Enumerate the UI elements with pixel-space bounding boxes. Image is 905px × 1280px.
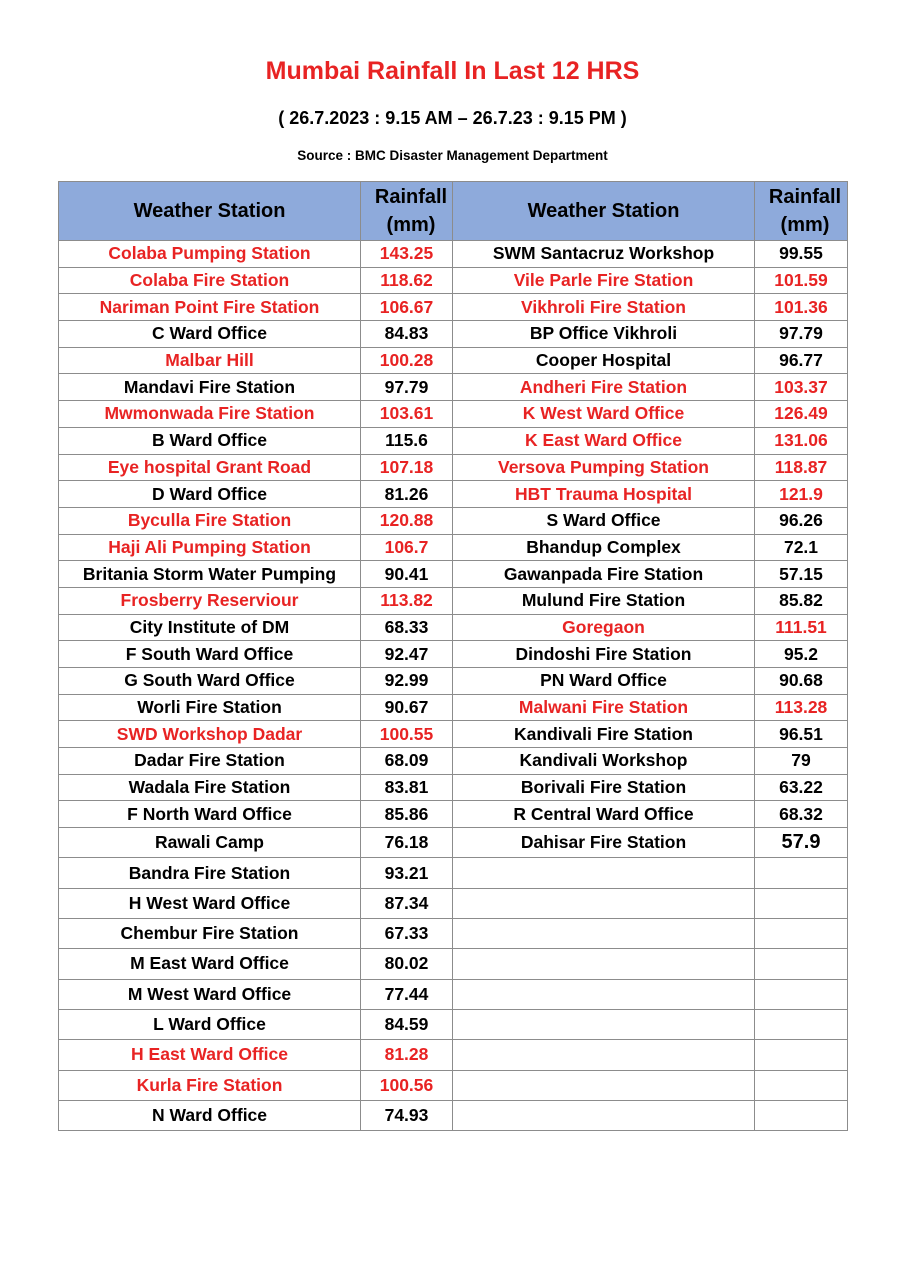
rainfall-value-left: 100.55 bbox=[361, 721, 453, 748]
table-row bbox=[59, 801, 848, 828]
table-row bbox=[59, 1100, 848, 1130]
rainfall-value-right: 103.37 bbox=[755, 374, 848, 401]
header-rainfall-left bbox=[361, 182, 453, 241]
station-name-right: R Central Ward Office bbox=[453, 801, 755, 828]
rainfall-value-left: 84.83 bbox=[361, 321, 453, 348]
rainfall-value-right: 118.87 bbox=[755, 454, 848, 481]
station-name-right bbox=[453, 1070, 755, 1100]
table-row bbox=[59, 534, 848, 561]
station-name-left: H East Ward Office bbox=[59, 1040, 361, 1070]
rainfall-table bbox=[58, 181, 848, 1131]
station-name-right bbox=[453, 949, 755, 979]
rainfall-value-left: 92.47 bbox=[361, 641, 453, 668]
station-name-right: Andheri Fire Station bbox=[453, 374, 755, 401]
station-name-left: D Ward Office bbox=[59, 481, 361, 508]
rainfall-value-right bbox=[755, 888, 848, 918]
table-row bbox=[59, 641, 848, 668]
station-name-left: H West Ward Office bbox=[59, 888, 361, 918]
station-name-left: Mandavi Fire Station bbox=[59, 374, 361, 401]
table-row bbox=[59, 401, 848, 428]
station-name-left: Chembur Fire Station bbox=[59, 919, 361, 949]
station-name-left: B Ward Office bbox=[59, 427, 361, 454]
rainfall-value-right: 96.51 bbox=[755, 721, 848, 748]
rainfall-value-right: 96.77 bbox=[755, 347, 848, 374]
station-name-right: Versova Pumping Station bbox=[453, 454, 755, 481]
station-name-right: Vile Parle Fire Station bbox=[453, 267, 755, 294]
station-name-left: Malbar Hill bbox=[59, 347, 361, 374]
station-name-right: Gawanpada Fire Station bbox=[453, 561, 755, 588]
station-name-left: Kurla Fire Station bbox=[59, 1070, 361, 1100]
table-row bbox=[59, 267, 848, 294]
rainfall-value-right: 57.9 bbox=[755, 828, 848, 858]
rainfall-value-left: 83.81 bbox=[361, 774, 453, 801]
rainfall-value-left: 80.02 bbox=[361, 949, 453, 979]
table-body bbox=[59, 241, 848, 1131]
station-name-left: Mwmonwada Fire Station bbox=[59, 401, 361, 428]
rainfall-value-left: 97.79 bbox=[361, 374, 453, 401]
station-name-right: SWM Santacruz Workshop bbox=[453, 241, 755, 268]
station-name-left: Britania Storm Water Pumping bbox=[59, 561, 361, 588]
rainfall-value-right bbox=[755, 1009, 848, 1039]
station-name-right bbox=[453, 1100, 755, 1130]
station-name-left: Dadar Fire Station bbox=[59, 748, 361, 775]
rainfall-value-right bbox=[755, 1070, 848, 1100]
station-name-right: Bhandup Complex bbox=[453, 534, 755, 561]
rainfall-value-right bbox=[755, 949, 848, 979]
header-station-left: Weather Station bbox=[59, 182, 361, 241]
rainfall-value-right: 79 bbox=[755, 748, 848, 775]
header-rainfall-right-text: Rainfall (mm) bbox=[768, 186, 842, 236]
rainfall-value-left: 106.67 bbox=[361, 294, 453, 321]
station-name-left: City Institute of DM bbox=[59, 614, 361, 641]
station-name-left: F North Ward Office bbox=[59, 801, 361, 828]
table-row bbox=[59, 694, 848, 721]
rainfall-value-left: 84.59 bbox=[361, 1009, 453, 1039]
page-title: Mumbai Rainfall In Last 12 HRS bbox=[265, 57, 640, 85]
rainfall-value-right bbox=[755, 858, 848, 888]
station-name-left: L Ward Office bbox=[59, 1009, 361, 1039]
rainfall-value-right: 68.32 bbox=[755, 801, 848, 828]
rainfall-value-right: 95.2 bbox=[755, 641, 848, 668]
table-row bbox=[59, 1040, 848, 1070]
station-name-right bbox=[453, 1040, 755, 1070]
station-name-left: SWD Workshop Dadar bbox=[59, 721, 361, 748]
source-note: Source : BMC Disaster Management Department bbox=[297, 148, 608, 163]
rainfall-value-left: 107.18 bbox=[361, 454, 453, 481]
table-row bbox=[59, 294, 848, 321]
station-name-left: Worli Fire Station bbox=[59, 694, 361, 721]
station-name-right: S Ward Office bbox=[453, 507, 755, 534]
station-name-left: M East Ward Office bbox=[59, 949, 361, 979]
station-name-right: PN Ward Office bbox=[453, 668, 755, 695]
rainfall-value-left: 143.25 bbox=[361, 241, 453, 268]
table-row bbox=[59, 241, 848, 268]
rainfall-value-right: 96.26 bbox=[755, 507, 848, 534]
station-name-right: Goregaon bbox=[453, 614, 755, 641]
station-name-right: BP Office Vikhroli bbox=[453, 321, 755, 348]
rainfall-value-right: 101.59 bbox=[755, 267, 848, 294]
rainfall-value-left: 90.67 bbox=[361, 694, 453, 721]
station-name-right: Dindoshi Fire Station bbox=[453, 641, 755, 668]
rainfall-value-right: 90.68 bbox=[755, 668, 848, 695]
station-name-left: Wadala Fire Station bbox=[59, 774, 361, 801]
rainfall-value-right: 57.15 bbox=[755, 561, 848, 588]
station-name-left: Haji Ali Pumping Station bbox=[59, 534, 361, 561]
station-name-right bbox=[453, 1009, 755, 1039]
rainfall-value-left: 87.34 bbox=[361, 888, 453, 918]
table-row bbox=[59, 919, 848, 949]
rainfall-value-left: 85.86 bbox=[361, 801, 453, 828]
station-name-right: Vikhroli Fire Station bbox=[453, 294, 755, 321]
station-name-right: Dahisar Fire Station bbox=[453, 828, 755, 858]
rainfall-value-left: 100.56 bbox=[361, 1070, 453, 1100]
rainfall-value-left: 76.18 bbox=[361, 828, 453, 858]
table-row bbox=[59, 587, 848, 614]
table-row bbox=[59, 374, 848, 401]
station-name-right bbox=[453, 888, 755, 918]
rainfall-value-right: 63.22 bbox=[755, 774, 848, 801]
table-row bbox=[59, 614, 848, 641]
station-name-right: K East Ward Office bbox=[453, 427, 755, 454]
rainfall-value-left: 90.41 bbox=[361, 561, 453, 588]
table-row bbox=[59, 774, 848, 801]
rainfall-value-left: 81.28 bbox=[361, 1040, 453, 1070]
rainfall-value-right bbox=[755, 979, 848, 1009]
station-name-left: Colaba Fire Station bbox=[59, 267, 361, 294]
station-name-left: Colaba Pumping Station bbox=[59, 241, 361, 268]
table-row bbox=[59, 1070, 848, 1100]
rainfall-value-right: 99.55 bbox=[755, 241, 848, 268]
station-name-right: Kandivali Fire Station bbox=[453, 721, 755, 748]
rainfall-value-left: 77.44 bbox=[361, 979, 453, 1009]
table-row bbox=[59, 321, 848, 348]
table-row bbox=[59, 949, 848, 979]
rainfall-value-left: 81.26 bbox=[361, 481, 453, 508]
table-row bbox=[59, 668, 848, 695]
rainfall-value-left: 103.61 bbox=[361, 401, 453, 428]
table-row bbox=[59, 721, 848, 748]
rainfall-value-left: 74.93 bbox=[361, 1100, 453, 1130]
station-name-left: G South Ward Office bbox=[59, 668, 361, 695]
rainfall-value-left: 118.62 bbox=[361, 267, 453, 294]
table-row bbox=[59, 1009, 848, 1039]
station-name-right: Borivali Fire Station bbox=[453, 774, 755, 801]
table-row bbox=[59, 454, 848, 481]
rainfall-value-left: 68.33 bbox=[361, 614, 453, 641]
station-name-left: Byculla Fire Station bbox=[59, 507, 361, 534]
table-row bbox=[59, 507, 848, 534]
rainfall-value-left: 68.09 bbox=[361, 748, 453, 775]
header-station-right: Weather Station bbox=[453, 182, 755, 241]
rainfall-value-left: 92.99 bbox=[361, 668, 453, 695]
station-name-right: Malwani Fire Station bbox=[453, 694, 755, 721]
station-name-left: N Ward Office bbox=[59, 1100, 361, 1130]
table-row bbox=[59, 427, 848, 454]
table-header bbox=[59, 182, 848, 241]
table-row bbox=[59, 748, 848, 775]
station-name-left: Frosberry Reserviour bbox=[59, 587, 361, 614]
date-range: ( 26.7.2023 : 9.15 AM – 26.7.23 : 9.15 PM ) bbox=[278, 108, 627, 128]
station-name-left: F South Ward Office bbox=[59, 641, 361, 668]
rainfall-value-right: 111.51 bbox=[755, 614, 848, 641]
rainfall-value-left: 106.7 bbox=[361, 534, 453, 561]
rainfall-value-right: 72.1 bbox=[755, 534, 848, 561]
header-rainfall-left-text: Rainfall (mm) bbox=[374, 186, 448, 236]
rainfall-value-right: 121.9 bbox=[755, 481, 848, 508]
rainfall-value-right: 85.82 bbox=[755, 587, 848, 614]
table-row bbox=[59, 858, 848, 888]
rainfall-value-left: 115.6 bbox=[361, 427, 453, 454]
station-name-right: K West Ward Office bbox=[453, 401, 755, 428]
station-name-right: Kandivali Workshop bbox=[453, 748, 755, 775]
rainfall-value-left: 67.33 bbox=[361, 919, 453, 949]
header-rainfall-right bbox=[755, 182, 848, 241]
station-name-right bbox=[453, 858, 755, 888]
rainfall-value-left: 93.21 bbox=[361, 858, 453, 888]
station-name-right: HBT Trauma Hospital bbox=[453, 481, 755, 508]
station-name-right: Mulund Fire Station bbox=[453, 587, 755, 614]
table-row bbox=[59, 481, 848, 508]
rainfall-value-right: 97.79 bbox=[755, 321, 848, 348]
table-row bbox=[59, 561, 848, 588]
station-name-left: Eye hospital Grant Road bbox=[59, 454, 361, 481]
table-row bbox=[59, 347, 848, 374]
station-name-left: Nariman Point Fire Station bbox=[59, 294, 361, 321]
station-name-left: Rawali Camp bbox=[59, 828, 361, 858]
rainfall-value-right bbox=[755, 1100, 848, 1130]
rainfall-value-left: 113.82 bbox=[361, 587, 453, 614]
rainfall-value-right bbox=[755, 1040, 848, 1070]
station-name-left: M West Ward Office bbox=[59, 979, 361, 1009]
rainfall-value-right bbox=[755, 919, 848, 949]
table-row bbox=[59, 828, 848, 858]
rainfall-value-right: 126.49 bbox=[755, 401, 848, 428]
station-name-left: C Ward Office bbox=[59, 321, 361, 348]
rainfall-value-left: 100.28 bbox=[361, 347, 453, 374]
station-name-right bbox=[453, 919, 755, 949]
table-row bbox=[59, 888, 848, 918]
station-name-right: Cooper Hospital bbox=[453, 347, 755, 374]
rainfall-value-left: 120.88 bbox=[361, 507, 453, 534]
station-name-right bbox=[453, 979, 755, 1009]
rainfall-value-right: 113.28 bbox=[755, 694, 848, 721]
table-row bbox=[59, 979, 848, 1009]
station-name-left: Bandra Fire Station bbox=[59, 858, 361, 888]
rainfall-value-right: 101.36 bbox=[755, 294, 848, 321]
rainfall-value-right: 131.06 bbox=[755, 427, 848, 454]
